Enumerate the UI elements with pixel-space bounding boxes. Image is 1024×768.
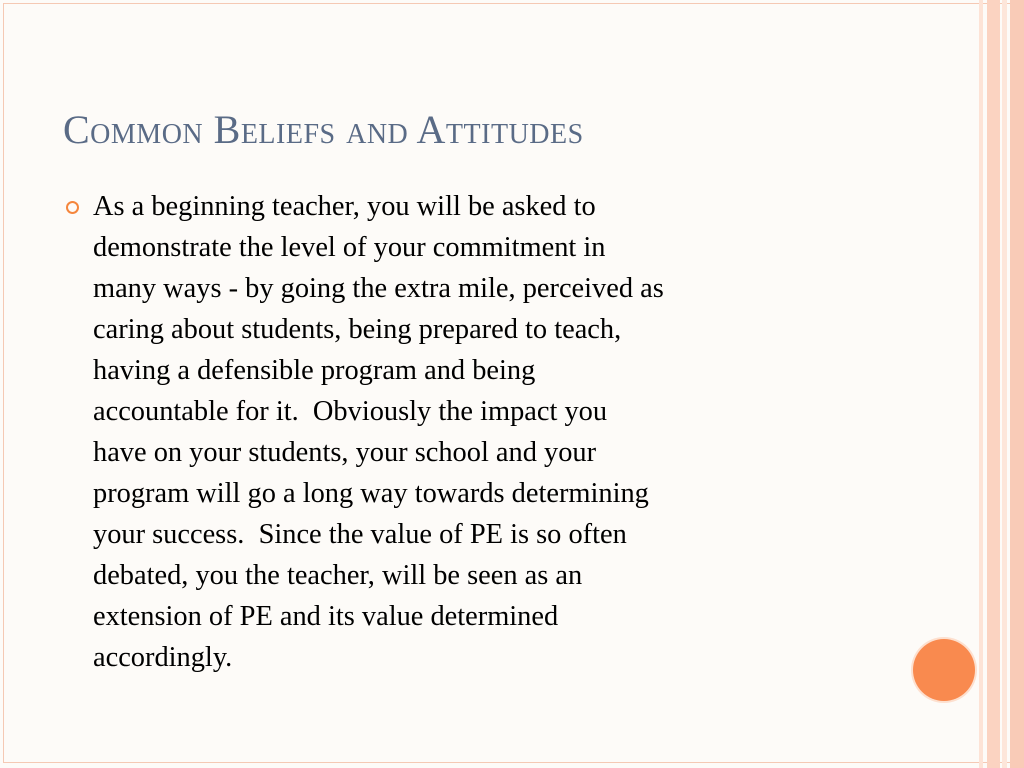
decorative-circle	[913, 639, 975, 701]
decorative-stripe	[979, 0, 983, 768]
decorative-stripe	[1010, 0, 1024, 768]
bullet-list	[66, 186, 886, 678]
bullet-text: As a beginning teacher, you will be asked to demonstrate the level of your commitment in many ways - by going the extra mile, perceived as caring about students, being prepared to teach, having a defensible program and being accountable for it. Obviously the impact you have on your students, your school and your program will go a long way towards determining your success. Since the value of PE is so often debated, you the teacher, will be seen as an extension of PE and its value determined accordingly.	[93, 191, 664, 673]
decorative-stripe	[987, 0, 1000, 768]
decorative-stripe	[1002, 0, 1007, 768]
bullet-item	[66, 186, 886, 678]
bullet-ring-icon	[66, 201, 79, 214]
slide-title: Common Beliefs and Attitudes	[63, 107, 584, 152]
